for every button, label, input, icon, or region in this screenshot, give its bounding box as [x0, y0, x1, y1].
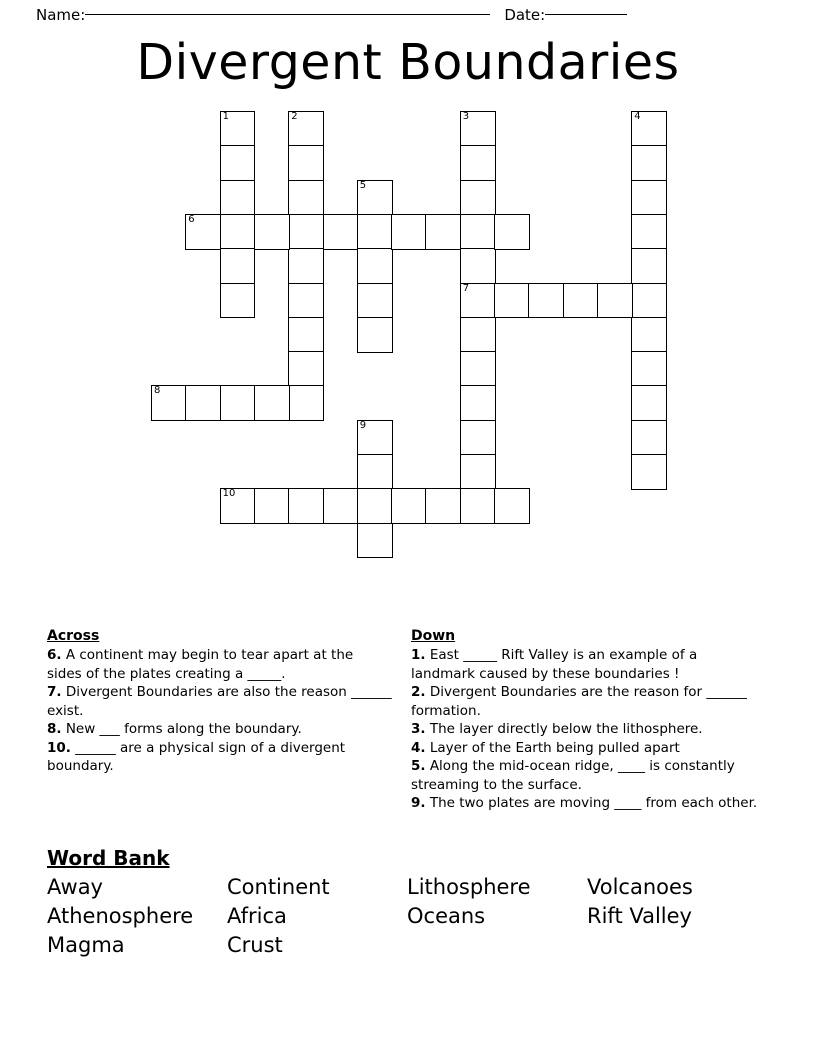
- word-bank-item[interactable]: Lithosphere: [407, 875, 531, 899]
- grid-cell[interactable]: [631, 454, 667, 490]
- grid-cell[interactable]: [425, 214, 461, 250]
- grid-cell-start-9[interactable]: [357, 420, 393, 456]
- grid-cell-start-8[interactable]: [151, 385, 187, 421]
- grid-cell[interactable]: [288, 248, 324, 284]
- grid-cell[interactable]: [460, 488, 496, 524]
- grid-cell[interactable]: [357, 523, 393, 559]
- grid-cell-start-5[interactable]: [357, 180, 393, 216]
- grid-cell[interactable]: [323, 488, 359, 524]
- grid-cell[interactable]: [631, 351, 667, 387]
- down-clue-5: [411, 757, 761, 794]
- grid-cell[interactable]: [460, 454, 496, 490]
- grid-cell[interactable]: [597, 283, 633, 319]
- down-clue-list: [411, 646, 761, 813]
- clue-text: The two plates are moving ____ from each other.: [425, 795, 758, 811]
- date-label: Date:: [504, 6, 546, 24]
- down-heading: Down: [411, 628, 456, 644]
- cell-number: 7: [462, 282, 470, 294]
- grid-cell-start-3[interactable]: [460, 111, 496, 147]
- grid-cell[interactable]: [460, 385, 496, 421]
- clue-number: 10.: [47, 739, 71, 756]
- word-bank-item[interactable]: Rift Valley: [587, 904, 692, 928]
- down-clue-9: [411, 794, 761, 813]
- cell-number: 6: [188, 213, 195, 225]
- grid-cell[interactable]: [357, 214, 393, 250]
- clue-number: 1.: [411, 647, 426, 663]
- grid-cell[interactable]: [220, 385, 256, 421]
- clue-text: Divergent Boundaries are also the reason ______ exist.: [47, 684, 392, 719]
- clue-number: 2.: [411, 684, 426, 700]
- clue-text: A continent may begin to tear apart at the sides of the plates creating a _____.: [47, 647, 354, 682]
- cell-number: 10: [222, 488, 236, 500]
- grid-cell[interactable]: [357, 317, 393, 353]
- grid-cell[interactable]: [631, 214, 667, 250]
- grid-cell[interactable]: [220, 145, 256, 181]
- word-bank-empty: [407, 931, 587, 960]
- across-heading: Across: [47, 628, 100, 644]
- clue-text: New ___ forms along the boundary.: [61, 721, 302, 737]
- clue-text: ______ are a physical sign of a divergent boundary.: [47, 739, 346, 774]
- clues-section: [0, 628, 816, 838]
- page-title: Divergent Boundaries: [136, 34, 680, 91]
- grid-cell[interactable]: [254, 214, 290, 250]
- down-clues-column: [411, 628, 761, 813]
- cell-number: 4: [634, 111, 641, 122]
- clue-number: 8.: [47, 721, 62, 737]
- word-bank-item[interactable]: Away: [47, 875, 103, 899]
- word-bank-item[interactable]: Magma: [47, 933, 125, 957]
- grid-cell[interactable]: [631, 385, 667, 421]
- clue-text: East _____ Rift Valley is an example of a landmark caused by these boundaries !: [411, 647, 698, 682]
- word-bank-item[interactable]: Africa: [227, 904, 287, 928]
- grid-cell[interactable]: [460, 180, 496, 216]
- word-bank-item[interactable]: Crust: [227, 933, 283, 957]
- grid-cell[interactable]: [460, 351, 496, 387]
- word-bank-empty: [587, 931, 767, 960]
- grid-cell[interactable]: [220, 214, 256, 250]
- cell-number: 2: [291, 111, 298, 122]
- grid-cell[interactable]: [288, 180, 324, 216]
- grid-cell[interactable]: [220, 248, 256, 284]
- grid-cell[interactable]: [631, 145, 667, 181]
- word-bank-section: [47, 845, 787, 960]
- grid-cell-start-10[interactable]: [220, 488, 256, 524]
- grid-cell[interactable]: [288, 214, 324, 250]
- grid-cell[interactable]: [357, 454, 393, 490]
- grid-cell-start-1[interactable]: [220, 111, 256, 147]
- down-clue-2: [411, 683, 761, 720]
- grid-cell[interactable]: [254, 488, 290, 524]
- cell-number: 3: [462, 111, 470, 122]
- clue-text: Layer of the Earth being pulled apart: [425, 739, 680, 756]
- grid-cell[interactable]: [528, 283, 564, 319]
- grid-cell[interactable]: [323, 214, 359, 250]
- word-bank-item[interactable]: Athenosphere: [47, 904, 194, 928]
- grid-cell[interactable]: [631, 317, 667, 353]
- grid-cell[interactable]: [357, 248, 393, 284]
- grid-cell[interactable]: [460, 317, 496, 353]
- grid-cell[interactable]: [494, 488, 530, 524]
- across-clues-column: [47, 628, 392, 776]
- grid-cell[interactable]: [288, 317, 324, 353]
- down-clue-3: [411, 720, 761, 739]
- grid-cell[interactable]: [631, 248, 667, 284]
- grid-cell[interactable]: [391, 214, 427, 250]
- cell-number: 5: [359, 179, 367, 191]
- grid-cell[interactable]: [631, 283, 667, 319]
- grid-cell-start-4[interactable]: [631, 111, 667, 147]
- clue-number: 6.: [47, 647, 62, 663]
- grid-cell[interactable]: [288, 145, 324, 181]
- clue-number: 4.: [411, 739, 426, 756]
- cell-number: 8: [154, 385, 161, 397]
- grid-cell[interactable]: [631, 420, 667, 456]
- grid-cell-start-2[interactable]: [288, 111, 324, 147]
- grid-cell[interactable]: [220, 283, 256, 319]
- clue-text: The layer directly below the lithosphere.: [425, 721, 703, 737]
- across-clue-list: [47, 646, 392, 776]
- grid-cell[interactable]: [460, 420, 496, 456]
- grid-cell[interactable]: [460, 214, 496, 250]
- grid-cell[interactable]: [357, 488, 393, 524]
- cell-number: 9: [359, 419, 367, 431]
- word-bank-heading: Word Bank: [47, 846, 170, 870]
- clue-text: Along the mid-ocean ridge, ____ is constantly streaming to the surface.: [411, 758, 735, 793]
- grid-cell[interactable]: [288, 283, 324, 319]
- across-clue-6: [47, 646, 392, 683]
- name-label: Name:: [36, 6, 86, 24]
- clue-number: 9.: [411, 795, 426, 811]
- grid-cell[interactable]: [631, 180, 667, 216]
- grid-cell-start-7[interactable]: [460, 283, 496, 319]
- grid-cell[interactable]: [357, 283, 393, 319]
- across-clue-8: [47, 720, 392, 739]
- clue-number: 3.: [411, 721, 426, 737]
- word-bank-item[interactable]: Oceans: [407, 904, 486, 928]
- grid-cell[interactable]: [288, 385, 324, 421]
- word-bank-item[interactable]: Continent: [227, 875, 330, 899]
- clue-number: 5.: [411, 758, 426, 774]
- grid-cell[interactable]: [391, 488, 427, 524]
- across-clue-7: [47, 683, 392, 720]
- grid-cell-start-6[interactable]: [185, 214, 221, 250]
- grid-cell[interactable]: [425, 488, 461, 524]
- grid-cell[interactable]: [185, 385, 221, 421]
- clue-number: 7.: [47, 684, 62, 700]
- clue-text: Divergent Boundaries are the reason for ______ formation.: [411, 684, 747, 719]
- word-bank-item[interactable]: Volcanoes: [587, 875, 693, 899]
- grid-cell[interactable]: [220, 180, 256, 216]
- grid-cell[interactable]: [494, 283, 530, 319]
- down-clue-1: [411, 646, 761, 683]
- grid-cell[interactable]: [494, 214, 530, 250]
- grid-cell[interactable]: [460, 145, 496, 181]
- down-clue-4: [411, 739, 761, 758]
- grid-cell[interactable]: [288, 351, 324, 387]
- grid-cell[interactable]: [460, 248, 496, 284]
- word-bank-grid: [47, 873, 787, 960]
- across-clue-10: [47, 739, 392, 776]
- grid-cell[interactable]: [288, 488, 324, 524]
- grid-cell[interactable]: [254, 385, 290, 421]
- cell-number: 1: [222, 111, 229, 122]
- grid-cell[interactable]: [563, 283, 599, 319]
